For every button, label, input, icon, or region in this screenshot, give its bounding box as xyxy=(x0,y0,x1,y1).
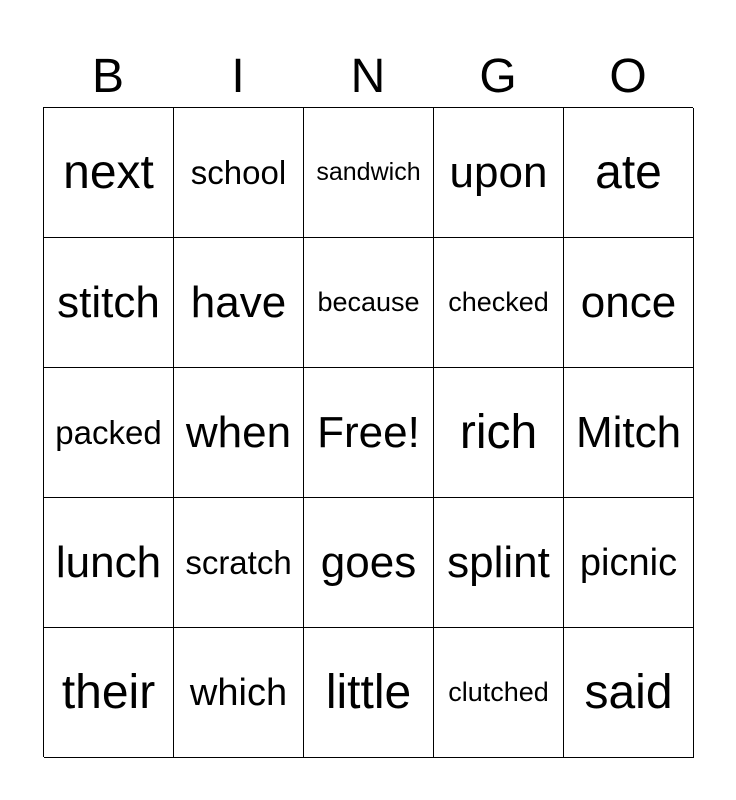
bingo-cell[interactable]: which xyxy=(174,628,304,758)
bingo-cell[interactable]: checked xyxy=(434,238,564,368)
bingo-cell[interactable]: upon xyxy=(434,108,564,238)
bingo-cell[interactable]: school xyxy=(174,108,304,238)
bingo-cell[interactable]: because xyxy=(304,238,434,368)
bingo-cell[interactable]: picnic xyxy=(564,498,694,628)
bingo-cell[interactable]: lunch xyxy=(44,498,174,628)
header-letter-b: B xyxy=(91,50,124,103)
bingo-cell[interactable]: goes xyxy=(304,498,434,628)
bingo-cell-free[interactable]: Free! xyxy=(304,368,434,498)
bingo-board xyxy=(43,107,693,757)
bingo-cell[interactable]: said xyxy=(564,628,694,758)
bingo-cell[interactable]: ate xyxy=(564,108,694,238)
bingo-cell[interactable]: stitch xyxy=(44,238,174,368)
bingo-cell[interactable]: clutched xyxy=(434,628,564,758)
header-letter-i: I xyxy=(231,50,245,103)
bingo-cell[interactable]: sandwich xyxy=(304,108,434,238)
bingo-cell[interactable]: Mitch xyxy=(564,368,694,498)
bingo-cell[interactable]: scratch xyxy=(174,498,304,628)
bingo-cell[interactable]: next xyxy=(44,108,174,238)
bingo-header xyxy=(43,46,693,108)
header-letter-o: O xyxy=(609,50,647,103)
bingo-cell[interactable]: rich xyxy=(434,368,564,498)
bingo-cell[interactable]: their xyxy=(44,628,174,758)
bingo-cell[interactable]: when xyxy=(174,368,304,498)
bingo-cell[interactable]: once xyxy=(564,238,694,368)
bingo-cell[interactable]: packed xyxy=(44,368,174,498)
bingo-cell[interactable]: little xyxy=(304,628,434,758)
bingo-cell[interactable]: splint xyxy=(434,498,564,628)
header-letter-n: N xyxy=(350,50,386,103)
bingo-cell[interactable]: have xyxy=(174,238,304,368)
header-letter-g: G xyxy=(479,50,517,103)
